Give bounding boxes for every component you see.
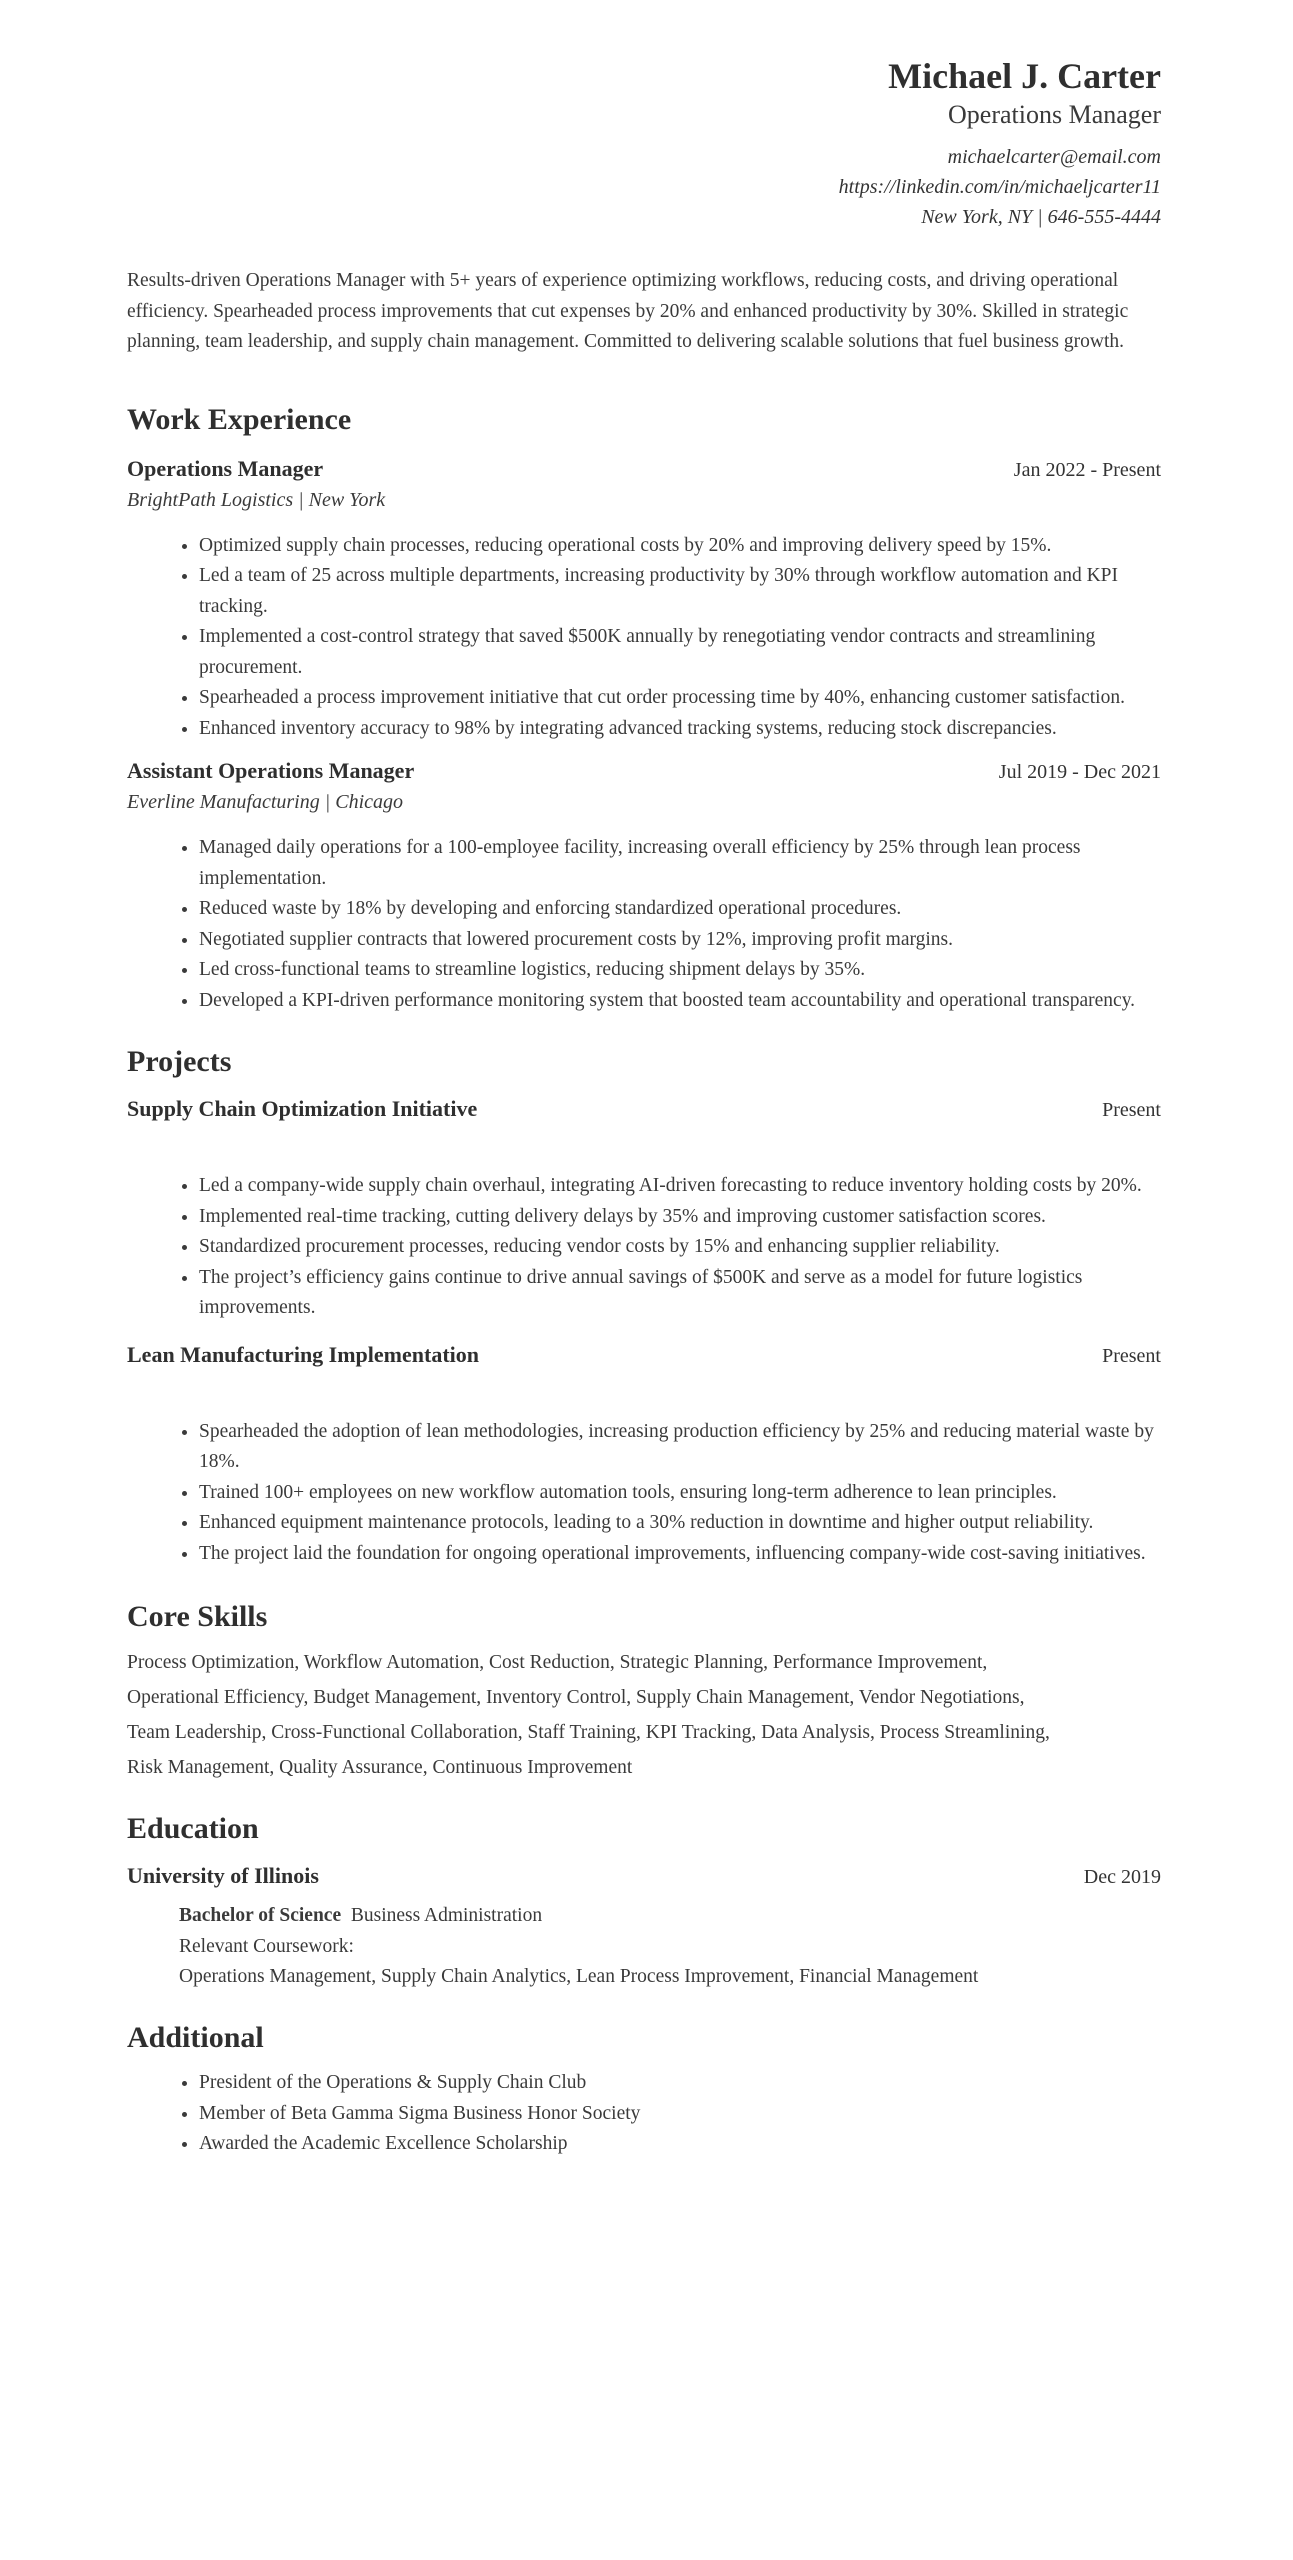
- job-bullets: [127, 833, 1161, 1016]
- project-date: Present: [1102, 1344, 1161, 1367]
- section-heading-skills: Core Skills: [127, 1600, 268, 1633]
- project-entry: [127, 1094, 1161, 1324]
- list-item: • Member of Beta Gamma Sigma Business Honor Society: [199, 2099, 1161, 2130]
- education-entry: [127, 1861, 1161, 1992]
- section-heading-projects: Projects: [127, 1045, 232, 1078]
- list-item: • Developed a KPI-driven performance monitoring system that boosted team accountability and operational transparency.: [199, 986, 1161, 1017]
- section-heading-work: Work Experience: [127, 402, 352, 436]
- job-company: Everline Manufacturing | Chicago: [127, 791, 404, 813]
- graduation-date: Dec 2019: [1083, 1866, 1161, 1888]
- skills-line: Risk Management, Quality Assurance, Continuous Improvement: [127, 1757, 633, 1778]
- degree-field: Business Administration: [350, 1905, 543, 1926]
- skills-list: [127, 1645, 1161, 1785]
- list-item: • Awarded the Academic Excellence Scholarship: [199, 2129, 1161, 2160]
- skills-line: Process Optimization, Workflow Automation, Cost Reduction, Strategic Planning, Performance Improvement,: [127, 1652, 988, 1673]
- section-heading-education: Education: [127, 1812, 259, 1845]
- candidate-title: Operations Manager: [948, 100, 1161, 129]
- job-title: Operations Manager: [127, 455, 324, 481]
- job-company: BrightPath Logistics | New York: [127, 488, 386, 511]
- section-heading-additional: Additional: [127, 2021, 264, 2054]
- project-bullets: [127, 1417, 1161, 1570]
- resume-page: [127, 0, 1161, 2160]
- list-item: • President of the Operations & Supply Chain Club: [199, 2068, 1161, 2099]
- list-item: • Led a team of 25 across multiple departments, increasing productivity by 30% through workflow automation and KPI tracking.: [199, 561, 1161, 622]
- job-entry: [127, 756, 1161, 1016]
- candidate-name: Michael J. Carter: [888, 56, 1161, 96]
- skills-line: Team Leadership, Cross-Functional Collaboration, Staff Training, KPI Tracking, Data Analysis, Process Streamlining,: [127, 1722, 1050, 1743]
- degree-name: Bachelor of Science: [179, 1905, 342, 1926]
- list-item: • Standardized procurement processes, reducing vendor costs by 15% and enhancing supplier reliability.: [199, 1232, 1161, 1263]
- degree-line: [179, 1900, 1161, 1932]
- school-name: University of Illinois: [127, 1863, 319, 1888]
- project-date: Present: [1102, 1099, 1161, 1121]
- contact-email[interactable]: michaelcarter@email.com: [947, 146, 1161, 168]
- list-item: • Reduced waste by 18% by developing and enforcing standardized operational procedures.: [199, 894, 1161, 925]
- list-item: • Negotiated supplier contracts that lowered procurement costs by 12%, improving profit margins.: [199, 925, 1161, 956]
- list-item: • Implemented real-time tracking, cutting delivery delays by 35% and improving customer satisfaction scores.: [199, 1202, 1161, 1233]
- resume-header: [127, 0, 1161, 232]
- list-item: • Optimized supply chain processes, reducing operational costs by 20% and improving delivery speed by 15%.: [199, 531, 1161, 562]
- skills-line: Operational Efficiency, Budget Management, Inventory Control, Supply Chain Management, Vendor Negotiations,: [127, 1687, 1025, 1708]
- list-item: • Led a company-wide supply chain overhaul, integrating AI-driven forecasting to reduce inventory holding costs by 20%.: [199, 1171, 1161, 1202]
- job-bullets: [127, 531, 1161, 745]
- list-item: • Enhanced inventory accuracy to 98% by integrating advanced tracking systems, reducing stock discrepancies.: [199, 714, 1161, 745]
- job-title: Assistant Operations Manager: [127, 758, 415, 783]
- coursework-list: Operations Management, Supply Chain Analytics, Lean Process Improvement, Financial Management: [179, 1966, 979, 1987]
- list-item: • The project laid the foundation for ongoing operational improvements, influencing company-wide cost-saving initiatives.: [199, 1539, 1161, 1570]
- professional-summary: Results-driven Operations Manager with 5+ years of experience optimizing workflows, reducing costs, and driving operational efficiency. Spearheaded process improvements that cut expenses by 20% and enhanced productivity by 30%. Skilled in strategic planning, team leadership, and supply chain management. Committed to delivering scalable solutions that fuel business growth.: [127, 270, 1129, 352]
- project-title: Lean Manufacturing Implementation: [127, 1341, 479, 1367]
- list-item: • Led cross-functional teams to streamline logistics, reducing shipment delays by 35%.: [199, 955, 1161, 986]
- list-item: • Trained 100+ employees on new workflow automation tools, ensuring long-term adherence to lean principles.: [199, 1478, 1161, 1509]
- job-date: Jan 2022 - Present: [1013, 458, 1161, 481]
- list-item: • Enhanced equipment maintenance protocols, leading to a 30% reduction in downtime and higher output reliability.: [199, 1508, 1161, 1539]
- job-entry: [127, 454, 1161, 745]
- additional-list: [127, 2068, 1161, 2160]
- list-item: • Spearheaded a process improvement initiative that cut order processing time by 40%, enhancing customer satisfaction.: [199, 683, 1161, 714]
- coursework-label: Relevant Coursework:: [179, 1936, 354, 1957]
- list-item: • Managed daily operations for a 100-employee facility, increasing overall efficiency by 25% through lean process implementation.: [199, 833, 1161, 894]
- contact-linkedin[interactable]: https://linkedin.com/in/michaeljcarter11: [838, 176, 1161, 198]
- list-item: • The project’s efficiency gains continue to drive annual savings of $500K and serve as a model for future logistics improvements.: [199, 1263, 1161, 1324]
- project-bullets: [127, 1171, 1161, 1324]
- project-title: Supply Chain Optimization Initiative: [127, 1096, 478, 1121]
- job-date: Jul 2019 - Dec 2021: [998, 761, 1161, 783]
- list-item: • Spearheaded the adoption of lean methodologies, increasing production efficiency by 25% and reducing material waste by 18%.: [199, 1417, 1161, 1478]
- list-item: • Implemented a cost-control strategy that saved $500K annually by renegotiating vendor contracts and streamlining procurement.: [199, 622, 1161, 683]
- contact-location-phone: New York, NY | 646-555-4444: [921, 206, 1161, 228]
- project-entry: [127, 1340, 1161, 1570]
